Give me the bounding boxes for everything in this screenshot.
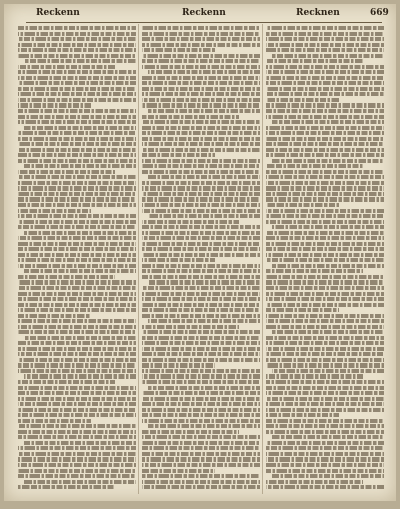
- text-line: [18, 452, 136, 456]
- text-line: [142, 192, 260, 196]
- text-line: [18, 103, 91, 107]
- text-line: [266, 181, 384, 185]
- text-line: [142, 363, 215, 367]
- text-line: [266, 352, 384, 356]
- text-line: [18, 115, 136, 119]
- text-line: [18, 413, 136, 417]
- text-line: [142, 242, 260, 246]
- text-line: [142, 408, 260, 412]
- text-line: [266, 220, 384, 224]
- text-line: [18, 430, 136, 434]
- text-line: [266, 325, 384, 329]
- text-line: [18, 435, 136, 439]
- text-line: [18, 220, 136, 224]
- text-line: [24, 374, 136, 378]
- text-line: [266, 214, 384, 218]
- text-line: [142, 314, 260, 318]
- text-line: [18, 43, 136, 47]
- text-line: [18, 303, 136, 307]
- text-line: [18, 292, 136, 296]
- text-line: [142, 358, 260, 362]
- text-line: [266, 203, 339, 207]
- text-line: [272, 54, 384, 58]
- text-line: [266, 43, 384, 47]
- text-line: [266, 142, 384, 146]
- text-line: [24, 269, 136, 273]
- text-line: [148, 319, 260, 323]
- text-line: [142, 485, 260, 489]
- text-line: [18, 330, 136, 334]
- text-line: [18, 247, 136, 251]
- text-line: [266, 430, 384, 434]
- text-line: [18, 48, 136, 52]
- text-line: [266, 192, 384, 196]
- text-line: [18, 275, 115, 279]
- text-line: [148, 109, 260, 113]
- text-line: [272, 474, 384, 478]
- text-line: [18, 380, 115, 384]
- text-line: [142, 170, 260, 174]
- text-line: [18, 225, 136, 229]
- text-line: [18, 363, 136, 367]
- text-line: [266, 269, 363, 273]
- text-line: [18, 76, 136, 80]
- text-line: [18, 137, 136, 141]
- text-line: [266, 258, 384, 262]
- text-line: [266, 380, 384, 384]
- text-line: [148, 386, 260, 390]
- text-line: [18, 319, 136, 323]
- text-line: [266, 457, 384, 461]
- text-line: [266, 92, 384, 96]
- text-line: [142, 397, 260, 401]
- text-line: [18, 485, 115, 489]
- text-line: [266, 164, 363, 168]
- text-line: [18, 457, 136, 461]
- text-line: [142, 419, 260, 423]
- text-line: [142, 480, 260, 484]
- text-line: [266, 26, 384, 30]
- text-line: [266, 186, 384, 190]
- header-middle: Reckenn: [182, 8, 226, 18]
- text-line: [18, 181, 136, 185]
- text-line: [18, 142, 136, 146]
- text-line: [266, 76, 384, 80]
- text-line: [142, 264, 260, 268]
- text-line: [266, 358, 384, 362]
- text-line: [266, 137, 384, 141]
- text-line: [18, 236, 136, 240]
- text-line: [148, 214, 260, 218]
- text-line: [266, 397, 384, 401]
- text-line: [18, 192, 136, 196]
- text-line: [18, 258, 136, 262]
- text-line: [266, 231, 384, 235]
- text-line: [266, 131, 384, 135]
- text-line: [142, 446, 260, 450]
- text-line: [18, 131, 136, 135]
- text-line: [142, 286, 260, 290]
- text-line: [272, 330, 384, 334]
- text-line: [18, 314, 91, 318]
- text-line: [142, 131, 260, 135]
- text-line: [18, 153, 136, 157]
- text-line: [266, 115, 384, 119]
- text-line: [142, 32, 260, 36]
- text-line: [24, 231, 136, 235]
- page-number: 669: [370, 8, 389, 18]
- text-line: [18, 397, 136, 401]
- text-line: [18, 424, 136, 428]
- text-line: [272, 369, 384, 373]
- text-line: [148, 70, 260, 74]
- text-line: [148, 175, 260, 179]
- text-line: [142, 26, 260, 30]
- text-line: [266, 37, 384, 41]
- text-line: [142, 65, 260, 69]
- text-line: [18, 175, 136, 179]
- text-line: [142, 374, 260, 378]
- text-line: [266, 408, 384, 412]
- text-line: [142, 469, 215, 473]
- text-line: [142, 347, 260, 351]
- text-line: [142, 76, 260, 80]
- header-left: Reckenn: [36, 8, 80, 18]
- text-line: [18, 352, 136, 356]
- text-line: [18, 98, 136, 102]
- text-line: [266, 48, 384, 52]
- text-line: [272, 159, 384, 163]
- text-line: [142, 81, 260, 85]
- text-line: [142, 186, 260, 190]
- text-line: [142, 54, 260, 58]
- text-line: [266, 286, 384, 290]
- text-line: [18, 308, 136, 312]
- text-line: [18, 92, 136, 96]
- text-line: [18, 209, 91, 213]
- text-line: [266, 446, 384, 450]
- text-line: [142, 269, 260, 273]
- text-line: [24, 441, 136, 445]
- text-line: [24, 336, 136, 340]
- text-line: [266, 32, 384, 36]
- text-line: [24, 164, 136, 168]
- text-line: [18, 386, 136, 390]
- text-line: [266, 485, 384, 489]
- text-line: [142, 430, 239, 434]
- text-line: [18, 341, 136, 345]
- text-line: [18, 446, 136, 450]
- text-line: [24, 126, 136, 130]
- text-line: [266, 87, 384, 91]
- text-line: [142, 247, 260, 251]
- text-line: [142, 59, 260, 63]
- text-line: [266, 59, 363, 63]
- text-line: [18, 109, 136, 113]
- text-line: [142, 275, 260, 279]
- running-header: [4, 8, 396, 22]
- text-line: [18, 325, 136, 329]
- text-line: [266, 314, 384, 318]
- text-line: [142, 402, 260, 406]
- text-line: [18, 170, 115, 174]
- column-divider: [138, 24, 139, 494]
- text-line: [266, 81, 384, 85]
- text-line: [18, 264, 136, 268]
- text-line: [266, 386, 384, 390]
- text-line: [142, 181, 260, 185]
- text-line: [142, 441, 260, 445]
- text-line: [266, 253, 384, 257]
- text-line: [18, 65, 115, 69]
- text-line: [266, 452, 384, 456]
- text-line: [266, 242, 384, 246]
- text-line: [142, 159, 260, 163]
- text-line: [142, 43, 260, 47]
- text-line: [142, 231, 260, 235]
- text-line: [142, 463, 260, 467]
- text-line: [142, 203, 260, 207]
- text-line: [142, 308, 260, 312]
- text-line: [142, 92, 260, 96]
- text-line: [18, 280, 136, 284]
- text-line: [266, 209, 384, 213]
- text-line: [142, 164, 260, 168]
- text-line: [142, 37, 260, 41]
- text-line: [148, 280, 260, 284]
- text-line: [266, 175, 384, 179]
- text-line: [18, 120, 136, 124]
- text-column-2: [142, 26, 260, 492]
- text-line: [142, 452, 260, 456]
- text-line: [142, 142, 260, 146]
- text-line: [18, 463, 136, 467]
- text-line: [266, 247, 384, 251]
- text-line: [18, 419, 91, 423]
- text-line: [142, 413, 260, 417]
- text-line: [18, 54, 136, 58]
- text-line: [266, 303, 384, 307]
- text-line: [142, 292, 260, 296]
- text-line: [18, 358, 136, 362]
- text-line: [266, 170, 384, 174]
- text-line: [266, 109, 384, 113]
- text-line: [18, 369, 136, 373]
- text-line: [266, 391, 384, 395]
- text-line: [18, 242, 136, 246]
- text-line: [18, 81, 136, 85]
- text-line: [18, 87, 136, 91]
- text-line: [142, 380, 260, 384]
- text-line: [142, 236, 260, 240]
- text-line: [142, 336, 260, 340]
- text-line: [266, 341, 384, 345]
- text-line: [18, 159, 136, 163]
- text-line: [24, 59, 136, 63]
- text-line: [266, 469, 384, 473]
- text-line: [18, 26, 136, 30]
- text-line: [266, 319, 384, 323]
- text-line: [266, 292, 384, 296]
- text-line: [142, 48, 215, 52]
- text-line: [18, 37, 136, 41]
- column-divider: [262, 24, 263, 494]
- text-line: [142, 435, 260, 439]
- text-line: [18, 148, 136, 152]
- text-line: [142, 341, 260, 345]
- text-line: [18, 347, 136, 351]
- text-line: [142, 115, 239, 119]
- text-line: [266, 480, 363, 484]
- text-line: [142, 457, 260, 461]
- text-line: [266, 103, 384, 107]
- text-line: [142, 209, 260, 213]
- text-line: [142, 325, 239, 329]
- text-line: [142, 474, 260, 478]
- text-line: [18, 297, 136, 301]
- text-line: [266, 402, 384, 406]
- text-line: [266, 297, 384, 301]
- text-line: [142, 197, 260, 201]
- text-line: [142, 120, 260, 124]
- text-line: [142, 103, 260, 107]
- text-line: [142, 148, 260, 152]
- text-column-1: [18, 26, 136, 492]
- text-line: [142, 98, 260, 102]
- text-line: [266, 65, 384, 69]
- text-line: [272, 264, 384, 268]
- text-line: [266, 275, 384, 279]
- scanned-page: [4, 4, 396, 501]
- text-line: [266, 280, 384, 284]
- text-line: [266, 424, 384, 428]
- text-line: [142, 87, 260, 91]
- text-line: [18, 32, 136, 36]
- text-line: [142, 258, 215, 262]
- text-line: [266, 148, 384, 152]
- text-line: [142, 137, 260, 141]
- text-line: [18, 197, 136, 201]
- text-line: [18, 391, 136, 395]
- text-line: [142, 391, 260, 395]
- text-line: [266, 419, 384, 423]
- text-line: [18, 186, 136, 190]
- text-line: [266, 374, 363, 378]
- text-line: [142, 303, 260, 307]
- text-line: [266, 413, 339, 417]
- text-line: [142, 225, 260, 229]
- text-line: [18, 203, 136, 207]
- text-line: [266, 363, 384, 367]
- text-line: [272, 120, 384, 124]
- text-line: [142, 253, 260, 257]
- text-line: [266, 347, 384, 351]
- text-line: [142, 352, 260, 356]
- text-line: [142, 153, 215, 157]
- text-line: [142, 297, 260, 301]
- text-line: [272, 225, 384, 229]
- text-line: [24, 480, 136, 484]
- text-line: [18, 402, 136, 406]
- text-line: [18, 253, 136, 257]
- text-line: [18, 408, 136, 412]
- text-line: [266, 197, 384, 201]
- text-line: [142, 220, 239, 224]
- text-line: [272, 435, 384, 439]
- text-line: [18, 214, 136, 218]
- header-rule: [26, 22, 382, 23]
- text-line: [18, 70, 136, 74]
- text-line: [18, 286, 136, 290]
- text-line: [266, 126, 384, 130]
- text-line: [18, 474, 136, 478]
- text-line: [142, 126, 260, 130]
- text-line: [266, 98, 339, 102]
- text-column-3: [266, 26, 384, 492]
- text-line: [266, 336, 384, 340]
- text-line: [142, 369, 260, 373]
- text-line: [266, 236, 384, 240]
- text-line: [142, 330, 260, 334]
- text-line: [266, 463, 384, 467]
- header-right: Recknen: [296, 8, 340, 18]
- text-line: [266, 153, 384, 157]
- text-line: [18, 469, 136, 473]
- text-line: [148, 424, 260, 428]
- text-line: [266, 441, 384, 445]
- text-line: [266, 70, 384, 74]
- text-line: [266, 308, 339, 312]
